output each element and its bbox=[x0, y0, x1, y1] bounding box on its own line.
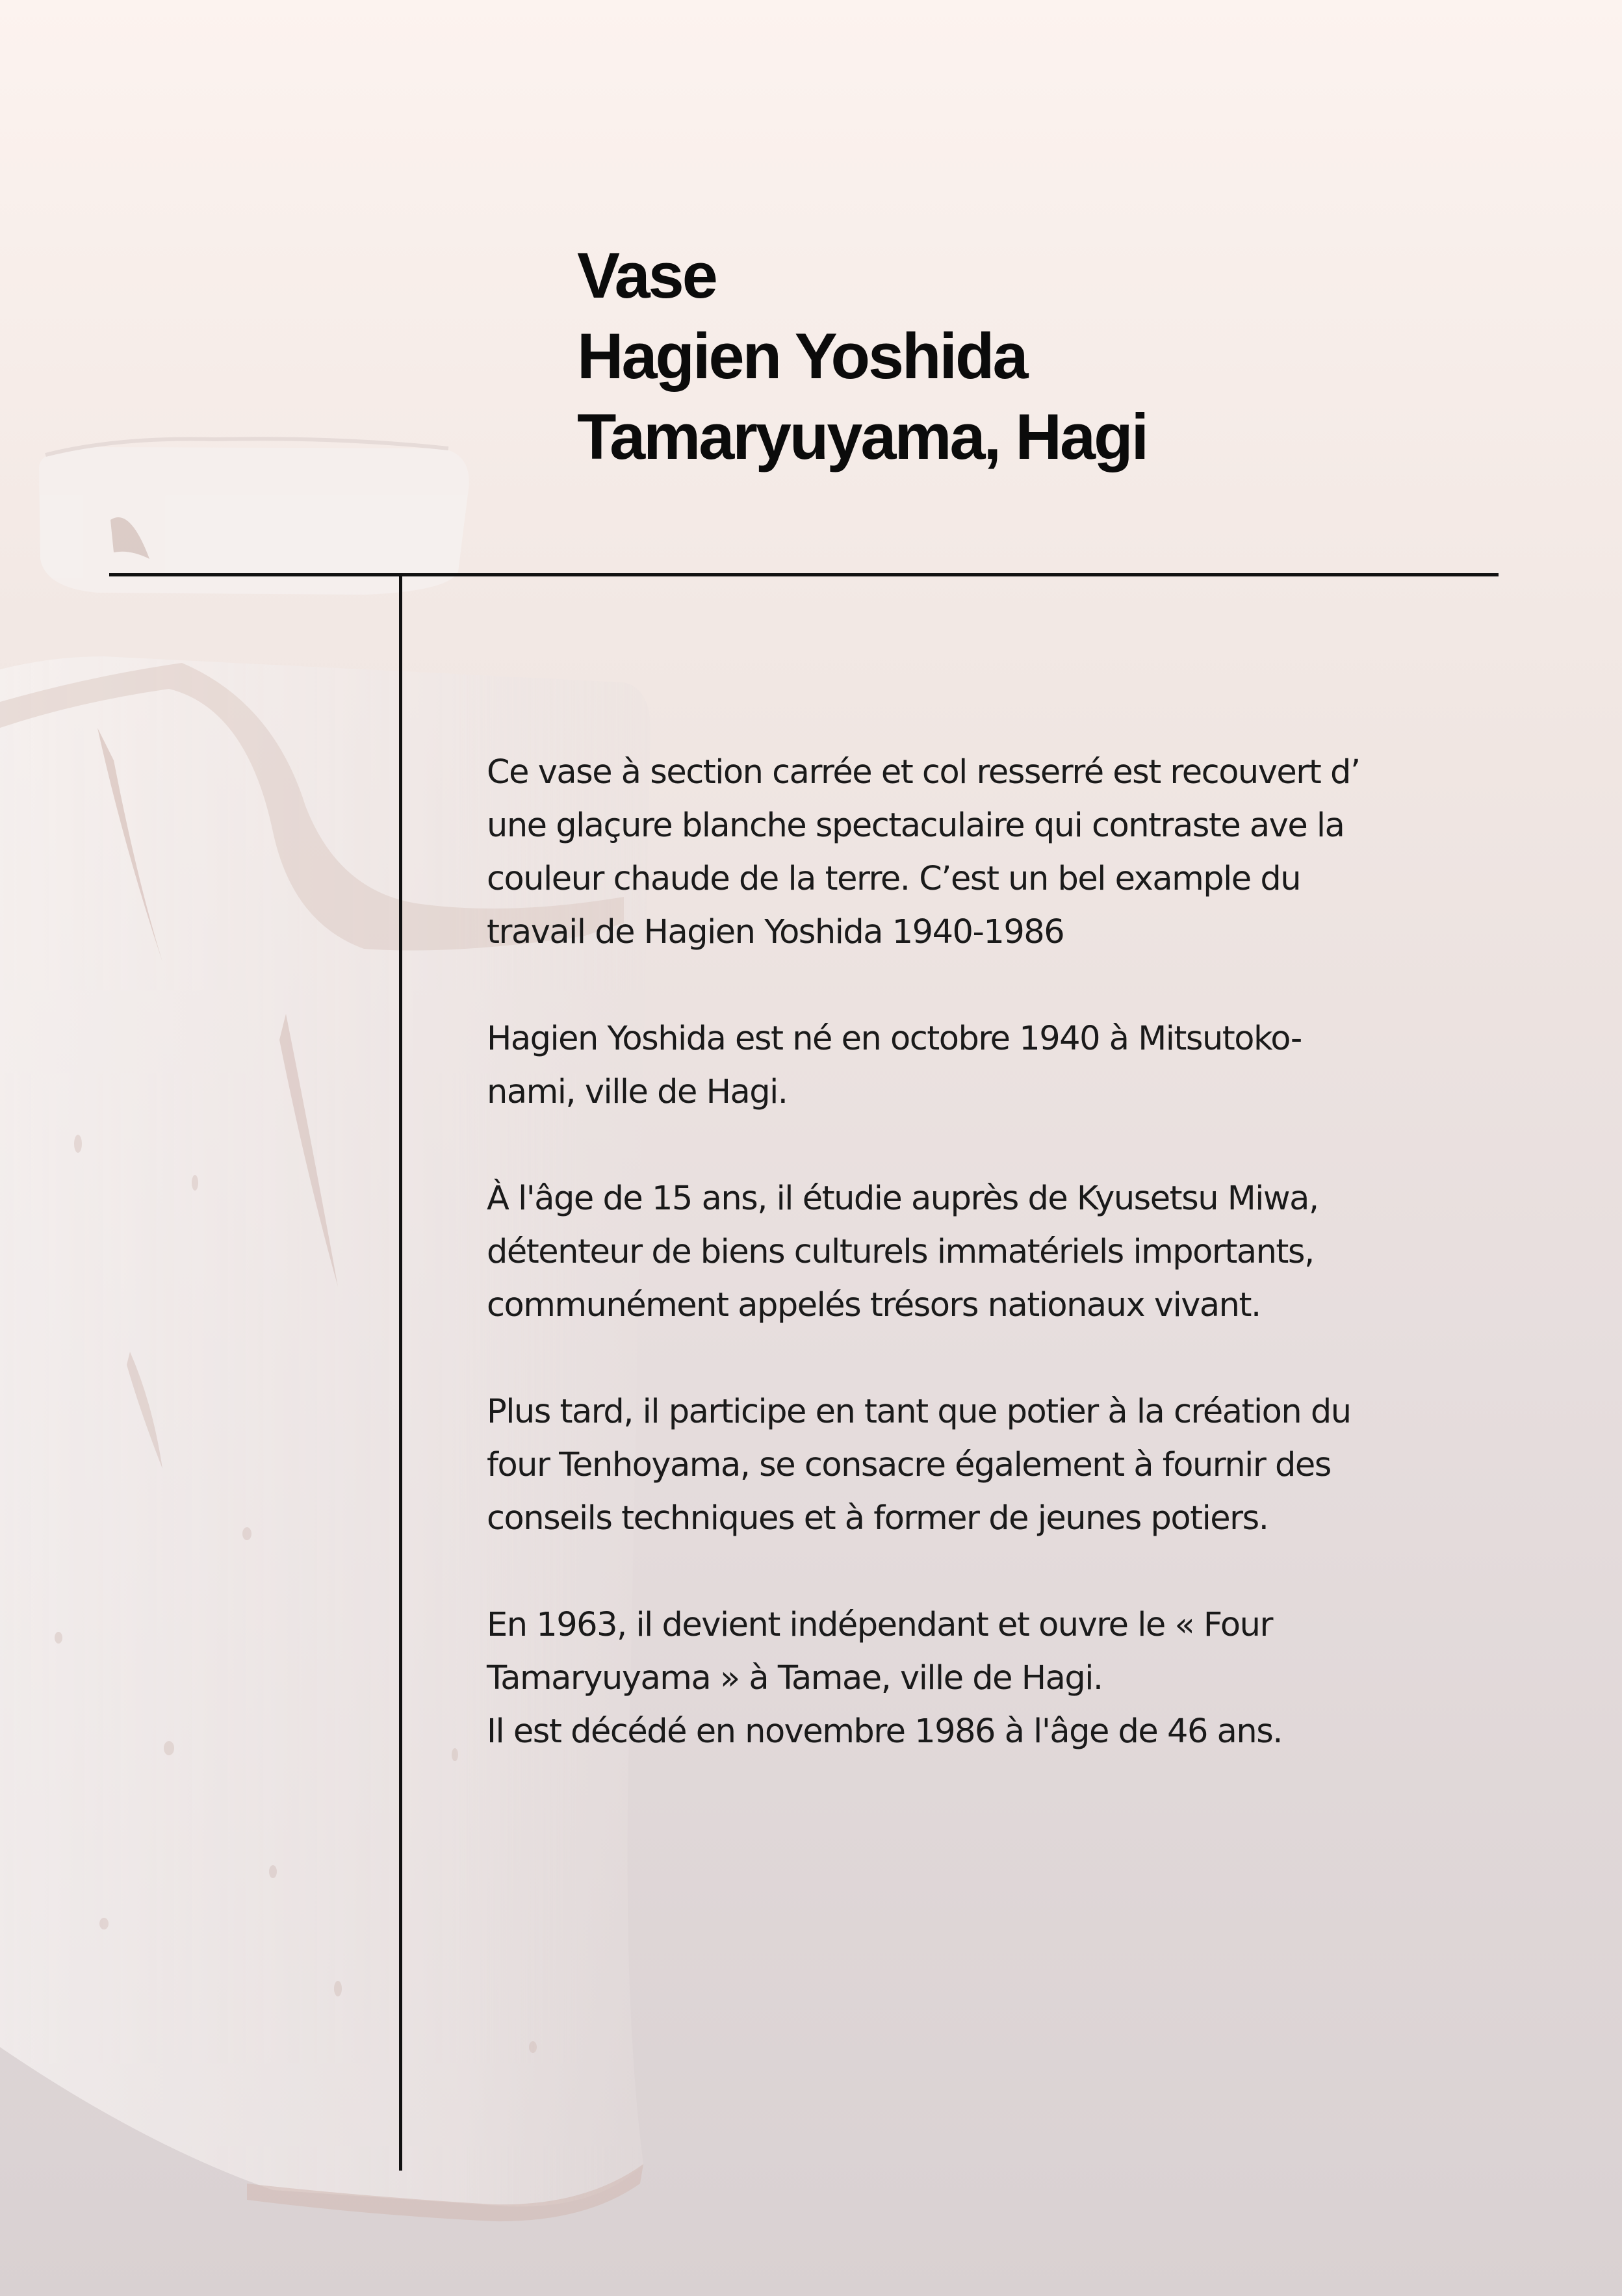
paragraph-training bbox=[487, 1172, 1500, 1332]
paragraph-description bbox=[487, 746, 1500, 959]
text-line: En 1963, il devient indépendant et ouvre le « Four bbox=[487, 1606, 1272, 1644]
paragraph-career bbox=[487, 1386, 1500, 1545]
text-line: four Tenhoyama, se consacre également à fournir des bbox=[487, 1446, 1331, 1484]
text-line: Il est décédé en novembre 1986 à l'âge de 46 ans. bbox=[487, 1712, 1282, 1751]
paragraph-independence bbox=[487, 1599, 1500, 1759]
text-line: une glaçure blanche spectaculaire qui contraste ave la bbox=[487, 806, 1345, 845]
vertical-divider bbox=[399, 574, 402, 2171]
title-line-3: Tamaryuyama, Hagi bbox=[577, 400, 1148, 472]
paragraph-birth bbox=[487, 1013, 1500, 1119]
text-line: conseils techniques et à former de jeunes potiers. bbox=[487, 1499, 1268, 1538]
text-line: À l'âge de 15 ans, il étudie auprès de Kyusetsu Miwa, bbox=[487, 1180, 1319, 1218]
text-line: Ce vase à section carrée et col resserré est recouvert d’ bbox=[487, 753, 1360, 792]
title-line-1: Vase bbox=[577, 239, 716, 311]
text-line: détenteur de biens culturels immatériels importants, bbox=[487, 1233, 1314, 1271]
text-line: Plus tard, il participe en tant que potier à la création du bbox=[487, 1393, 1351, 1431]
text-line: Hagien Yoshida est né en octobre 1940 à Mitsutoko- bbox=[487, 1020, 1302, 1058]
description-text bbox=[487, 746, 1500, 1812]
title-line-2: Hagien Yoshida bbox=[577, 320, 1027, 392]
text-line: nami, ville de Hagi. bbox=[487, 1073, 788, 1111]
text-line: travail de Hagien Yoshida 1940-1986 bbox=[487, 913, 1064, 951]
text-line: Tamaryuyama » à Tamae, ville de Hagi. bbox=[487, 1659, 1103, 1697]
text-line: couleur chaude de la terre. C’est un bel example du bbox=[487, 860, 1301, 898]
horizontal-divider bbox=[109, 573, 1499, 576]
page-title bbox=[577, 235, 1147, 477]
text-line: communément appelés trésors nationaux vivant. bbox=[487, 1286, 1261, 1324]
